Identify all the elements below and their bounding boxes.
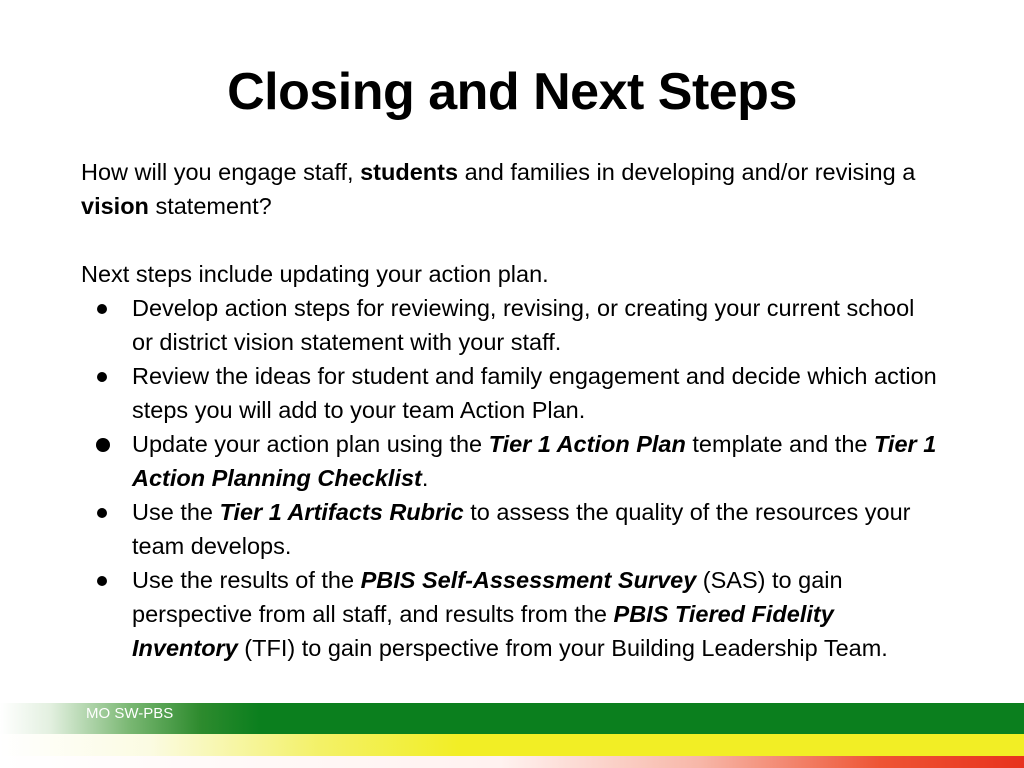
- step-emphasis: PBIS Tiered Fidelity Inventory: [132, 601, 834, 661]
- list-item: [81, 359, 941, 427]
- question-text: and families in developing and/or revising a: [458, 159, 916, 185]
- step-text: template and the: [685, 431, 874, 457]
- list-item: [81, 291, 941, 359]
- step-text: Review the ideas for student and family engagement and decide which action steps you will add to your team Action Plan.: [132, 363, 937, 423]
- slide-body: [81, 155, 941, 665]
- step-text: to assess the quality of the resources your team develops.: [132, 499, 911, 559]
- step-emphasis: PBIS Self-Assessment Survey: [360, 567, 697, 593]
- next-steps-list: [81, 291, 941, 665]
- step-emphasis: Tier 1 Action Planning Checklist: [132, 431, 937, 491]
- question-text: How will you engage staff,: [81, 159, 361, 185]
- step-text: (TFI) to gain perspective from your Building Leadership Team.: [237, 635, 888, 661]
- step-text: Use the results of the: [132, 567, 361, 593]
- step-emphasis: Tier 1 Artifacts Rubric: [219, 499, 464, 525]
- step-emphasis: Tier 1 Action Plan: [488, 431, 686, 457]
- bullet-icon: [97, 576, 107, 586]
- step-text: Update your action plan using the: [132, 431, 489, 457]
- step-text: .: [421, 465, 429, 491]
- footer-red-band: [0, 756, 1024, 768]
- footer-yellow-band: [0, 734, 1024, 756]
- bullet-icon: [97, 508, 107, 518]
- next-steps-intro: Next steps include updating your action plan.: [81, 261, 549, 287]
- list-item: [81, 495, 941, 563]
- paragraph-gap: [81, 223, 941, 257]
- step-text: Use the: [132, 499, 220, 525]
- bullet-icon: [97, 372, 107, 382]
- footer-bands: [0, 703, 1024, 768]
- slide-title: Closing and Next Steps: [227, 63, 797, 121]
- question-bold-students: students: [360, 159, 459, 185]
- footer-label: MO SW-PBS: [86, 705, 174, 722]
- step-text: Develop action steps for reviewing, revising, or creating your current school or district vision statement with your staff.: [132, 295, 915, 355]
- bullet-icon: [96, 438, 110, 452]
- list-item: [81, 563, 941, 665]
- question-bold-vision: vision: [81, 193, 149, 219]
- list-item: [81, 427, 941, 495]
- step-text: (SAS) to gain perspective from all staff, and results from the: [132, 567, 843, 627]
- question-text: statement?: [148, 193, 272, 219]
- bullet-icon: [97, 304, 107, 314]
- question-paragraph: [81, 155, 941, 223]
